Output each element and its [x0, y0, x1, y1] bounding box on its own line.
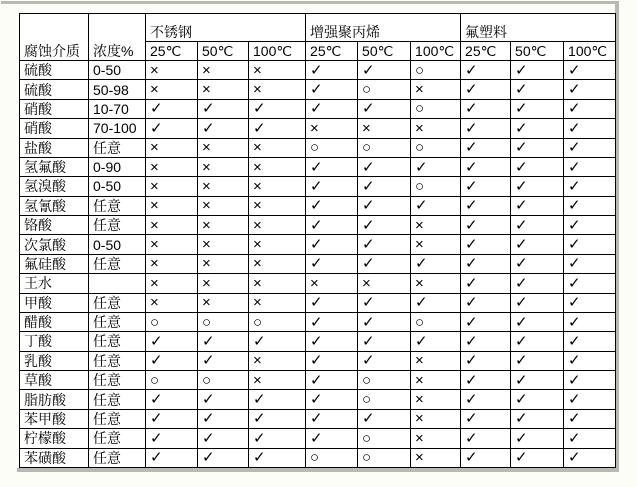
concentration-cell: 任意 — [89, 371, 146, 390]
rating-cell: ○ — [358, 138, 411, 157]
medium-cell: 氢溴酸 — [20, 177, 89, 196]
rating-cell: ○ — [411, 61, 461, 80]
rating-cell: ✓ — [461, 99, 511, 118]
rating-cell: ✓ — [198, 351, 249, 370]
rating-cell: ✓ — [358, 332, 411, 351]
table-row — [20, 80, 616, 99]
rating-cell: ✓ — [461, 80, 511, 99]
medium-cell: 丁酸 — [20, 332, 89, 351]
rating-cell: × — [411, 390, 461, 409]
rating-cell: × — [249, 351, 306, 370]
rating-cell: ✓ — [306, 235, 358, 254]
rating-cell: × — [146, 235, 198, 254]
frame-bottom-edge — [17, 468, 619, 472]
rating-cell: ✓ — [564, 409, 616, 428]
rating-cell: ✓ — [461, 351, 511, 370]
rating-cell: ✓ — [511, 312, 564, 331]
rating-cell: ✓ — [306, 371, 358, 390]
rating-cell: ✓ — [564, 119, 616, 138]
rating-cell: ✓ — [411, 254, 461, 273]
rating-cell: ✓ — [306, 429, 358, 448]
rating-cell: × — [198, 61, 249, 80]
table-row — [20, 332, 616, 351]
rating-cell: ✓ — [146, 409, 198, 428]
rating-cell: ✓ — [358, 216, 411, 235]
temp-header-ss-50: 50℃ — [198, 42, 249, 61]
rating-cell: ✓ — [358, 254, 411, 273]
rating-cell: × — [146, 293, 198, 312]
medium-cell: 醋酸 — [20, 312, 89, 331]
rating-cell: × — [249, 254, 306, 273]
rating-cell: ✓ — [358, 235, 411, 254]
medium-cell: 脂肪酸 — [20, 390, 89, 409]
rating-cell: ✓ — [306, 293, 358, 312]
rating-cell: ✓ — [511, 157, 564, 176]
rating-cell: × — [249, 80, 306, 99]
concentration-cell: 任意 — [89, 196, 146, 215]
rating-cell: ✓ — [306, 409, 358, 428]
rating-cell: ✓ — [564, 61, 616, 80]
rating-cell: ○ — [358, 429, 411, 448]
concentration-cell: 任意 — [89, 390, 146, 409]
rating-cell: ✓ — [461, 177, 511, 196]
rating-cell: ○ — [306, 138, 358, 157]
rating-cell: ✓ — [461, 254, 511, 273]
rating-cell: × — [198, 138, 249, 157]
rating-cell: ✓ — [564, 332, 616, 351]
table-row — [20, 429, 616, 448]
rating-cell: ✓ — [461, 312, 511, 331]
rating-cell: × — [198, 274, 249, 293]
medium-cell: 草酸 — [20, 371, 89, 390]
concentration-cell: 0-50 — [89, 177, 146, 196]
rating-cell: ✓ — [306, 177, 358, 196]
rating-cell: ✓ — [511, 177, 564, 196]
table-row — [20, 390, 616, 409]
rating-cell: × — [198, 196, 249, 215]
concentration-cell: 任意 — [89, 293, 146, 312]
rating-cell: × — [411, 235, 461, 254]
rating-cell: ✓ — [511, 80, 564, 99]
rating-cell: ✓ — [461, 216, 511, 235]
frame-top-edge — [1, 1, 619, 4]
rating-cell: ✓ — [306, 332, 358, 351]
rating-cell: ✓ — [511, 371, 564, 390]
concentration-cell: 任意 — [89, 429, 146, 448]
medium-cell: 王水 — [20, 274, 89, 293]
rating-cell: ✓ — [461, 409, 511, 428]
rating-cell: ○ — [198, 312, 249, 331]
rating-cell: ✓ — [358, 157, 411, 176]
table-body — [20, 61, 616, 468]
rating-cell: × — [146, 196, 198, 215]
rating-cell: × — [198, 80, 249, 99]
rating-cell: ✓ — [461, 235, 511, 254]
rating-cell: ✓ — [564, 390, 616, 409]
rating-cell: × — [249, 138, 306, 157]
rating-cell: ✓ — [249, 390, 306, 409]
rating-cell: ✓ — [511, 332, 564, 351]
rating-cell: ○ — [411, 177, 461, 196]
material-header-row — [20, 14, 616, 42]
concentration-cell: 任意 — [89, 254, 146, 273]
rating-cell: × — [411, 80, 461, 99]
table-row — [20, 312, 616, 331]
table-row — [20, 157, 616, 176]
rating-cell: ✓ — [411, 157, 461, 176]
medium-cell: 硫酸 — [20, 80, 89, 99]
rating-cell: ✓ — [306, 61, 358, 80]
temp-header-pp-50: 50℃ — [358, 42, 411, 61]
rating-cell: × — [411, 429, 461, 448]
rating-cell: ○ — [358, 390, 411, 409]
concentration-cell: 10-70 — [89, 99, 146, 118]
rating-cell: ✓ — [249, 99, 306, 118]
rating-cell: ✓ — [511, 351, 564, 370]
rating-cell: × — [146, 216, 198, 235]
rating-cell: ✓ — [358, 293, 411, 312]
rating-cell: ✓ — [146, 351, 198, 370]
rating-cell: ✓ — [411, 196, 461, 215]
concentration-cell: 任意 — [89, 332, 146, 351]
rating-cell: × — [411, 216, 461, 235]
rating-cell: ✓ — [249, 332, 306, 351]
rating-cell: × — [146, 254, 198, 273]
table-header — [20, 14, 616, 61]
concentration-cell — [89, 274, 146, 293]
rating-cell: ○ — [411, 99, 461, 118]
rating-cell: × — [358, 119, 411, 138]
medium-cell: 苯甲酸 — [20, 409, 89, 428]
rating-cell: × — [411, 409, 461, 428]
rating-cell: ✓ — [511, 235, 564, 254]
rating-cell: ✓ — [564, 80, 616, 99]
medium-cell: 硝酸 — [20, 99, 89, 118]
medium-cell: 盐酸 — [20, 138, 89, 157]
rating-cell: ✓ — [511, 409, 564, 428]
rating-cell: ✓ — [306, 80, 358, 99]
rating-cell: ✓ — [564, 429, 616, 448]
rating-cell: × — [411, 274, 461, 293]
rating-cell: × — [249, 196, 306, 215]
rating-cell: ✓ — [511, 216, 564, 235]
temp-header-fp-50: 50℃ — [511, 42, 564, 61]
rating-cell: ✓ — [511, 274, 564, 293]
material-header-reinforced-polypropylene: 增强聚丙烯 — [306, 14, 461, 42]
rating-cell: × — [198, 254, 249, 273]
rating-cell: × — [249, 274, 306, 293]
table-row — [20, 99, 616, 118]
temp-header-pp-100: 100℃ — [411, 42, 461, 61]
rating-cell: ✓ — [461, 157, 511, 176]
corrosion-resistance-table — [19, 13, 616, 468]
rating-cell: ✓ — [564, 99, 616, 118]
concentration-cell: 0-90 — [89, 157, 146, 176]
table-row — [20, 254, 616, 273]
rating-cell: ✓ — [461, 390, 511, 409]
concentration-cell: 任意 — [89, 138, 146, 157]
temp-header-ss-100: 100℃ — [249, 42, 306, 61]
rating-cell: ✓ — [358, 99, 411, 118]
material-header-fluoroplastic: 氟塑料 — [461, 14, 616, 42]
rating-cell: ✓ — [564, 351, 616, 370]
medium-cell: 柠檬酸 — [20, 429, 89, 448]
rating-cell: ✓ — [249, 448, 306, 468]
rating-cell: × — [249, 235, 306, 254]
rating-cell: × — [146, 274, 198, 293]
rating-cell: × — [306, 119, 358, 138]
table-row — [20, 448, 616, 468]
rating-cell: ○ — [198, 371, 249, 390]
rating-cell: ✓ — [511, 448, 564, 468]
concentration-cell: 任意 — [89, 409, 146, 428]
rating-cell: ✓ — [564, 216, 616, 235]
table-row — [20, 196, 616, 215]
rating-cell: × — [146, 61, 198, 80]
rating-cell: ○ — [306, 448, 358, 468]
rating-cell: × — [198, 235, 249, 254]
rating-cell: ✓ — [564, 138, 616, 157]
rating-cell: ✓ — [461, 371, 511, 390]
corner-header-media: 腐蚀介质 — [20, 14, 89, 61]
rating-cell: ✓ — [146, 332, 198, 351]
rating-cell: ✓ — [306, 157, 358, 176]
medium-cell: 乳酸 — [20, 351, 89, 370]
medium-cell: 次氯酸 — [20, 235, 89, 254]
rating-cell: ✓ — [511, 61, 564, 80]
rating-cell: ○ — [146, 371, 198, 390]
rating-cell: × — [249, 177, 306, 196]
rating-cell: ✓ — [564, 196, 616, 215]
rating-cell: ✓ — [198, 448, 249, 468]
table-row — [20, 274, 616, 293]
concentration-header: 浓度% — [89, 14, 146, 61]
table-row — [20, 138, 616, 157]
medium-cell: 硝酸 — [20, 119, 89, 138]
rating-cell: ✓ — [358, 351, 411, 370]
material-header-stainless-steel: 不锈钢 — [146, 14, 306, 42]
rating-cell: ✓ — [306, 390, 358, 409]
table-row — [20, 351, 616, 370]
rating-cell: × — [198, 157, 249, 176]
rating-cell: ✓ — [511, 254, 564, 273]
temp-header-fp-100: 100℃ — [564, 42, 616, 61]
rating-cell: ○ — [358, 80, 411, 99]
rating-cell: ✓ — [461, 429, 511, 448]
rating-cell: ✓ — [358, 312, 411, 331]
rating-cell: ✓ — [511, 99, 564, 118]
rating-cell: × — [249, 293, 306, 312]
concentration-cell: 任意 — [89, 216, 146, 235]
rating-cell: × — [249, 157, 306, 176]
table-row — [20, 293, 616, 312]
rating-cell: ✓ — [511, 119, 564, 138]
rating-cell: ✓ — [198, 409, 249, 428]
concentration-cell: 任意 — [89, 448, 146, 468]
rating-cell: × — [198, 177, 249, 196]
medium-cell: 甲酸 — [20, 293, 89, 312]
rating-cell: × — [249, 371, 306, 390]
rating-cell: ✓ — [146, 99, 198, 118]
table-row — [20, 61, 616, 80]
rating-cell: ✓ — [461, 293, 511, 312]
rating-cell: ✓ — [306, 196, 358, 215]
medium-cell: 氢氰酸 — [20, 196, 89, 215]
table-row — [20, 235, 616, 254]
rating-cell: ✓ — [306, 351, 358, 370]
rating-cell: ✓ — [511, 138, 564, 157]
rating-cell: ○ — [358, 448, 411, 468]
rating-cell: × — [146, 80, 198, 99]
rating-cell: ✓ — [564, 312, 616, 331]
rating-cell: ✓ — [198, 390, 249, 409]
rating-cell: ✓ — [198, 332, 249, 351]
rating-cell: ✓ — [411, 293, 461, 312]
rating-cell: × — [358, 274, 411, 293]
temp-header-ss-25: 25℃ — [146, 42, 198, 61]
concentration-cell: 任意 — [89, 351, 146, 370]
rating-cell: ✓ — [411, 332, 461, 351]
rating-cell: ○ — [411, 138, 461, 157]
table-row — [20, 409, 616, 428]
rating-cell: ✓ — [146, 390, 198, 409]
table-row — [20, 177, 616, 196]
rating-cell: ○ — [146, 312, 198, 331]
rating-cell: ✓ — [461, 274, 511, 293]
rating-cell: ○ — [249, 312, 306, 331]
rating-cell: × — [146, 157, 198, 176]
rating-cell: ✓ — [461, 448, 511, 468]
rating-cell: × — [198, 293, 249, 312]
concentration-cell: 0-50 — [89, 235, 146, 254]
medium-cell: 氟硅酸 — [20, 254, 89, 273]
rating-cell: × — [411, 119, 461, 138]
concentration-cell: 50-98 — [89, 80, 146, 99]
rating-cell: ✓ — [146, 119, 198, 138]
rating-cell: ○ — [411, 312, 461, 331]
rating-cell: ○ — [358, 371, 411, 390]
concentration-cell: 70-100 — [89, 119, 146, 138]
rating-cell: ✓ — [358, 409, 411, 428]
rating-cell: ✓ — [564, 235, 616, 254]
rating-cell: × — [411, 371, 461, 390]
rating-cell: ✓ — [306, 254, 358, 273]
rating-cell: ✓ — [564, 177, 616, 196]
table-row — [20, 371, 616, 390]
table-row — [20, 216, 616, 235]
rating-cell: ✓ — [564, 157, 616, 176]
rating-cell: ✓ — [511, 196, 564, 215]
rating-cell: × — [249, 216, 306, 235]
rating-cell: ✓ — [461, 332, 511, 351]
medium-cell: 氢氟酸 — [20, 157, 89, 176]
rating-cell: ✓ — [564, 293, 616, 312]
medium-cell: 硫酸 — [20, 61, 89, 80]
rating-cell: ✓ — [146, 429, 198, 448]
rating-cell: ✓ — [511, 390, 564, 409]
rating-cell: ✓ — [358, 177, 411, 196]
rating-cell: ✓ — [198, 119, 249, 138]
medium-cell: 苯磺酸 — [20, 448, 89, 468]
rating-cell: ✓ — [249, 429, 306, 448]
concentration-cell: 0-50 — [89, 61, 146, 80]
rating-cell: ✓ — [564, 448, 616, 468]
rating-cell: × — [306, 274, 358, 293]
rating-cell: ✓ — [249, 119, 306, 138]
rating-cell: × — [198, 216, 249, 235]
rating-cell: × — [146, 177, 198, 196]
temp-header-pp-25: 25℃ — [306, 42, 358, 61]
temp-header-fp-25: 25℃ — [461, 42, 511, 61]
rating-cell: ✓ — [249, 409, 306, 428]
rating-cell: × — [411, 448, 461, 468]
rating-cell: ✓ — [306, 216, 358, 235]
rating-cell: ✓ — [564, 274, 616, 293]
rating-cell: ✓ — [358, 61, 411, 80]
rating-cell: ✓ — [198, 429, 249, 448]
rating-cell: ✓ — [511, 293, 564, 312]
rating-cell: ✓ — [198, 99, 249, 118]
rating-cell: ✓ — [461, 61, 511, 80]
rating-cell: ✓ — [146, 448, 198, 468]
concentration-cell: 任意 — [89, 312, 146, 331]
rating-cell: ✓ — [461, 138, 511, 157]
rating-cell: ✓ — [461, 196, 511, 215]
rating-cell: ✓ — [306, 99, 358, 118]
rating-cell: ✓ — [511, 429, 564, 448]
rating-cell: ✓ — [564, 254, 616, 273]
rating-cell: × — [146, 138, 198, 157]
table-row — [20, 119, 616, 138]
rating-cell: ✓ — [358, 196, 411, 215]
rating-cell: × — [411, 351, 461, 370]
rating-cell: ✓ — [306, 312, 358, 331]
medium-cell: 铬酸 — [20, 216, 89, 235]
rating-cell: ✓ — [461, 119, 511, 138]
rating-cell: × — [249, 61, 306, 80]
rating-cell: ✓ — [564, 371, 616, 390]
